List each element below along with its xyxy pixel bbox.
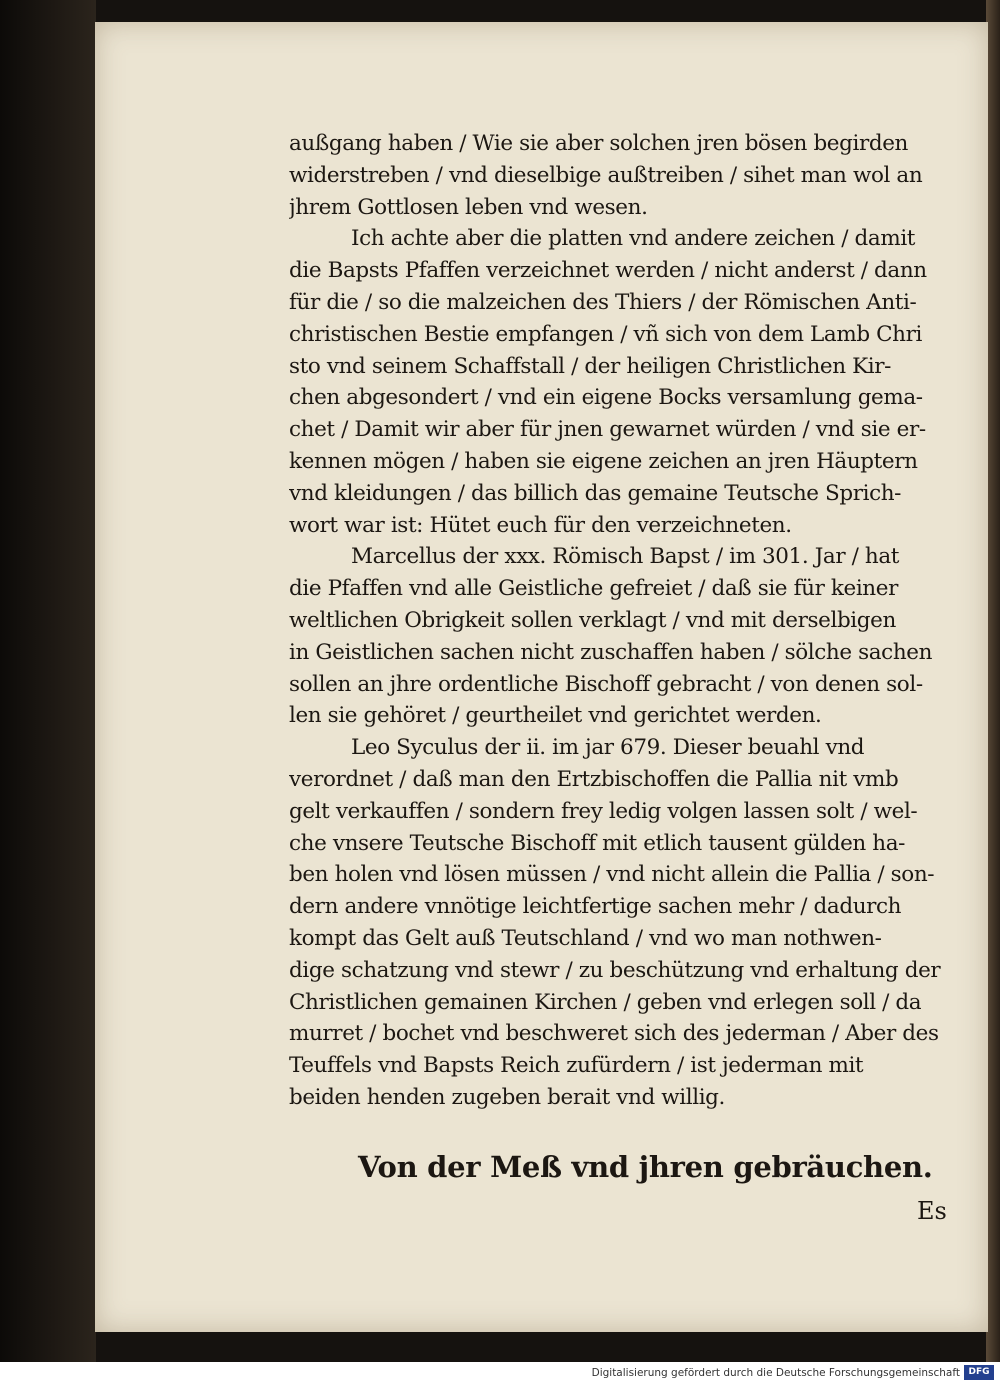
text-line: außgang haben / Wie sie aber solchen jren bösen begirden: [289, 131, 908, 156]
text-line: für die / so die malzeichen des Thiers / der Römischen Anti-: [289, 289, 917, 315]
book-binding: [0, 0, 96, 1362]
text-line: che vnsere Teutsche Bischoff mit etlich tausent gülden ha-: [289, 830, 906, 856]
text-line: christischen Bestie empfangen / vñ sich von dem Lamb Chri: [289, 321, 922, 347]
body-text: [289, 128, 969, 1114]
text-line: Teuffels vnd Bapsts Reich zufürdern / ist jederman mit: [289, 1053, 864, 1079]
funding-credit: Digitalisierung gefördert durch die Deutsche Forschungsgemeinschaft: [591, 1367, 960, 1379]
text-line: len sie gehöret / geurtheilet vnd gerichtet werden.: [289, 703, 822, 729]
text-line: murret / bochet vnd beschweret sich des jederman / Aber des: [289, 1021, 939, 1047]
text-line: Christlichen gemainen Kirchen / geben vnd erlegen soll / da: [289, 989, 922, 1015]
text-line: Ich achte aber die platten vnd andere zeichen / damit: [351, 226, 916, 252]
text-line: sollen an jhre ordentliche Bischoff gebracht / von denen sol-: [289, 671, 923, 697]
text-line: wort war ist: Hütet euch für den verzeichneten.: [289, 512, 792, 538]
text-line: gelt verkauffen / sondern frey ledig volgen lassen solt / wel-: [289, 798, 918, 824]
text-line: ben holen vnd lösen müssen / vnd nicht allein die Pallia / son-: [289, 862, 935, 888]
text-line: Marcellus der xxx. Römisch Bapst / im 301. Jar / hat: [351, 544, 900, 570]
text-line: dern andere vnnötige leichtfertige sachen mehr / dadurch: [289, 894, 902, 920]
text-line: die Pfaffen vnd alle Geistliche gefreiet / daß sie für keiner: [289, 576, 898, 602]
text-line: in Geistlichen sachen nicht zuschaffen haben / sölche sachen: [289, 639, 933, 665]
text-line: kennen mögen / haben sie eigene zeichen an jren Häuptern: [289, 448, 918, 474]
text-line: chen abgesondert / vnd ein eigene Bocks versamlung gema-: [289, 385, 923, 411]
text-line: die Bapsts Pfaffen verzeichnet werden / nicht anderst / dann: [289, 258, 927, 284]
section-heading: Von der Meß vnd jhren gebräuchen.: [358, 1150, 933, 1184]
text-line: Leo Syculus der ii. im jar 679. Dieser beuahl vnd: [351, 735, 865, 761]
text-line: beiden henden zugeben berait vnd willig.: [289, 1084, 725, 1110]
text-line: kompt das Gelt auß Teutschland / vnd wo man nothwen-: [289, 925, 882, 951]
text-line: verordnet / daß man den Ertzbischoffen die Pallia nit vmb: [289, 766, 899, 792]
text-line: chet / Damit wir aber für jnen gewarnet würden / vnd sie er-: [289, 417, 926, 443]
book-edge: [986, 0, 1000, 1362]
text-line: weltlichen Obrigkeit sollen verklagt / vnd mit derselbigen: [289, 607, 896, 633]
text-line: dige schatzung vnd stewr / zu beschützung vnd erhaltung der: [289, 957, 941, 983]
footer: [0, 1362, 1000, 1384]
dfg-logo-icon: DFG: [964, 1365, 994, 1380]
catchword: Es: [917, 1197, 947, 1225]
text-line: widerstreben / vnd dieselbige außtreiben / sihet man wol an: [289, 162, 923, 188]
text-line: sto vnd seinem Schaffstall / der heiligen Christlichen Kir-: [289, 353, 891, 379]
text-line: jhrem Gottlosen leben vnd wesen.: [289, 194, 648, 220]
text-line: vnd kleidungen / das billich das gemaine Teutsche Sprich-: [289, 480, 902, 506]
